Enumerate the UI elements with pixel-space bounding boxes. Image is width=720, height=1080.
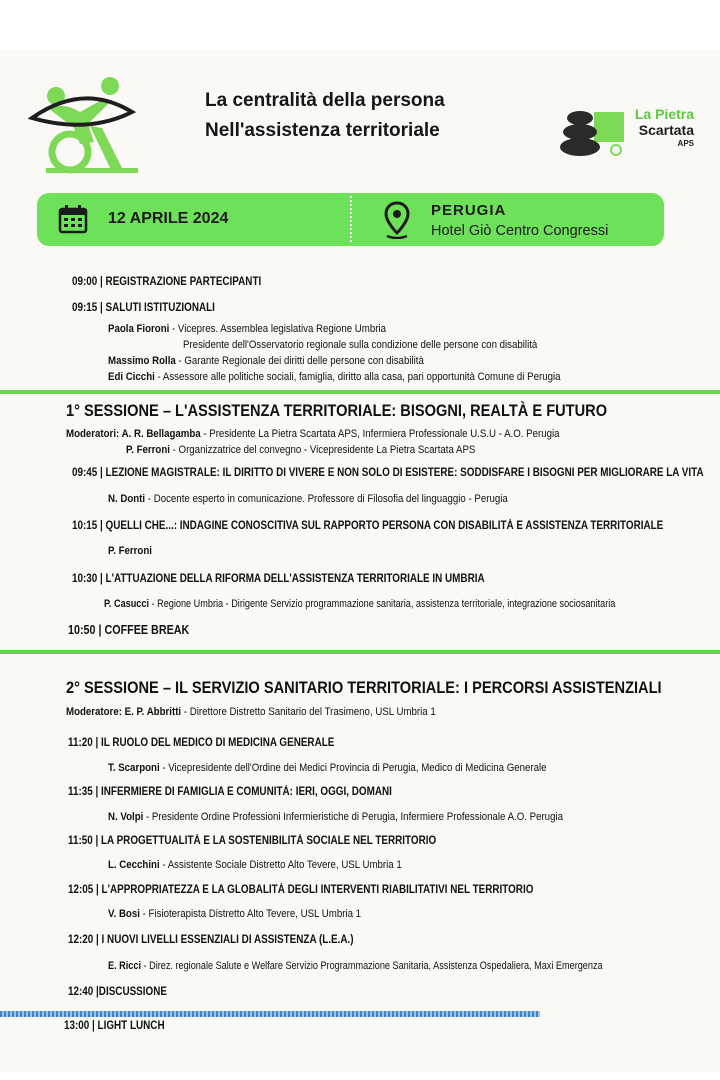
- speaker-1150: [108, 859, 402, 871]
- stones-icon: [560, 106, 624, 158]
- speaker-role: - Docente esperto in comunicazione. Professore di Filosofia del linguaggio - Perugia: [145, 493, 508, 505]
- speaker-name: L. Cecchini: [108, 859, 160, 871]
- schedule-0915-title: 09:15 | SALUTI ISTITUZIONALI: [72, 302, 215, 314]
- speaker-name: Massimo Rolla: [108, 355, 176, 367]
- session-1-moderator-a: [66, 428, 560, 440]
- schedule-1205: [68, 884, 533, 896]
- session-2-title: 2° SESSIONE – IL SERVIZIO SANITARIO TERRITORIALE: I PERCORSI ASSISTENZIALI: [66, 678, 662, 697]
- partner-logo-line3: APS: [677, 139, 694, 148]
- speaker-role: - Vicepres. Assemblea legislativa Regione Umbria: [169, 323, 386, 335]
- schedule-0945-title: 09:45 | LEZIONE MAGISTRALE: IL DIRITTO DI VIVERE E NON SOLO DI ESISTERE: SODDISFARE I BISOGNI PER MIGLIORARE LA VITA: [72, 467, 704, 479]
- speaker-name: P. Ferroni: [108, 545, 152, 557]
- schedule-1220: [68, 934, 354, 946]
- section-divider-blue: [0, 1011, 540, 1017]
- greeting-speaker-1-role2: Presidente dell'Osservatorio regionale sulla condizione delle persone con disabilità: [183, 339, 538, 351]
- speaker-role: - Regione Umbria - Dirigente Servizio programmazione sanitaria, assistenza territoriale, integrazione sociosanitaria: [149, 598, 616, 610]
- moderator-label: Moderatore:: [66, 706, 125, 718]
- schedule-1135: [68, 786, 392, 798]
- speaker-name: Paola Fioroni: [108, 323, 170, 335]
- session-1-title: 1° SESSIONE – L'ASSISTENZA TERRITORIALE: BISOGNI, REALTÀ E FUTURO: [66, 401, 608, 420]
- association-logo: [28, 72, 138, 178]
- session-1-moderator-b: [126, 444, 475, 456]
- event-date: 12 APRILE 2024: [108, 210, 229, 227]
- title-line-1: La centralità della persona: [205, 90, 445, 111]
- speaker-role: - Direz. regionale Salute e Welfare Servizio Programmazione Sanitaria, Assistenza Ospedaliera, Maxi Emergenza: [140, 960, 603, 972]
- speaker-name: N. Volpi: [108, 811, 144, 823]
- speaker-role: - Fisioterapista Distretto Alto Tevere, USL Umbria 1: [139, 908, 362, 920]
- speaker-name: P. Casucci: [104, 598, 150, 610]
- schedule-1120-title: 11:20 | IL RUOLO DEL MEDICO DI MEDICINA GENERALE: [68, 737, 335, 749]
- speaker-name: V. Bosi: [108, 908, 140, 920]
- schedule-1135-title: 11:35 | INFERMIERE DI FAMIGLIA E COMUNITÀ: IERI, OGGI, DOMANI: [68, 786, 392, 798]
- schedule-1240: [68, 986, 167, 998]
- speaker-role: - Garante Regionale dei diritti delle persone con disabilità: [175, 355, 424, 367]
- speaker-name: Edi Cicchi: [108, 371, 155, 383]
- schedule-1220-title: 12:20 | I NUOVI LIVELLI ESSENZIALI DI ASSISTENZA (L.E.A.): [68, 934, 354, 946]
- speaker-name: T. Scarponi: [108, 762, 160, 774]
- speaker-name: E. P. Abbritti: [124, 706, 182, 718]
- schedule-0945: [72, 467, 704, 479]
- schedule-1300-title: 13:00 | LIGHT LUNCH: [64, 1020, 165, 1032]
- speaker-name: N. Donti: [108, 493, 146, 505]
- speaker-1220: [108, 960, 603, 972]
- schedule-1030-title: 10:30 | L'ATTUAZIONE DELLA RIFORMA DELL'ASSISTENZA TERRITORIALE IN UMBRIA: [72, 573, 485, 585]
- section-divider: [0, 390, 720, 394]
- greeting-speaker-2: [108, 355, 424, 367]
- schedule-1150: [68, 835, 436, 847]
- speaker-role: - Assessore alle politiche sociali, famiglia, diritto alla casa, pari opportunità Comune di Perugia: [154, 371, 561, 383]
- speaker-role: - Presidente Ordine Professioni Infermieristiche di Perugia, Infermiere Professionale A.O. Perugia: [143, 811, 563, 823]
- speaker-role: - Organizzatrice del convegno - Vicepresidente La Pietra Scartata APS: [169, 444, 476, 456]
- speaker-1135: [108, 811, 563, 823]
- schedule-0915: [72, 302, 215, 314]
- moderator-label: Moderatori:: [66, 428, 122, 440]
- schedule-1150-title: 11:50 | LA PROGETTUALITÀ E LA SOSTENIBILITÀ SOCIALE NEL TERRITORIO: [68, 835, 437, 847]
- greeting-speaker-3: [108, 371, 560, 383]
- speaker-name: E. Ricci: [108, 960, 141, 972]
- event-title: [205, 86, 445, 146]
- speaker-0945: [108, 493, 508, 505]
- speaker-role: - Presidente La Pietra Scartata APS, Infermiera Professionale U.S.U - A.O. Perugia: [200, 428, 560, 440]
- speaker-role: - Vicepresidente dell'Ordine dei Medici Provincia di Perugia, Medico di Medicina Generale: [159, 762, 547, 774]
- schedule-0900: [72, 276, 261, 288]
- speaker-1015: [108, 545, 152, 557]
- speaker-role: - Direttore Distretto Sanitario del Trasimeno, USL Umbria 1: [181, 706, 436, 718]
- speaker-name: A. R. Bellagamba: [121, 428, 201, 440]
- schedule-1300: [64, 1020, 165, 1032]
- title-line-2: Nell'assistenza territoriale: [205, 120, 440, 141]
- session-2-moderator: [66, 706, 436, 718]
- schedule-1120: [68, 737, 334, 749]
- partner-logo: [560, 106, 700, 158]
- speaker-1120: [108, 762, 547, 774]
- schedule-1050-title: 10:50 | COFFEE BREAK: [68, 623, 190, 637]
- schedule-1015: [72, 520, 663, 532]
- location-pin-icon: [384, 201, 410, 239]
- speaker-1205: [108, 908, 361, 920]
- speaker-1030: [104, 598, 615, 610]
- partner-logo-line1: La Pietra: [634, 106, 694, 122]
- calendar-icon: [58, 204, 88, 234]
- schedule-1015-title: 10:15 | QUELLI CHE...: INDAGINE CONOSCITIVA SUL RAPPORTO PERSONA CON DISABILITÀ E ASSISTENZA TERRITORIALE: [72, 520, 664, 532]
- schedule-0900-title: 09:00 | REGISTRAZIONE PARTECIPANTI: [72, 276, 262, 288]
- schedule-1205-title: 12:05 | L'APPROPRIATEZZA E LA GLOBALITÀ DEGLI INTERVENTI RIABILITATIVI NEL TERRITORIO: [68, 884, 534, 896]
- speaker-role: - Assistente Sociale Distretto Alto Tevere, USL Umbria 1: [159, 859, 402, 871]
- greeting-speaker-1: [108, 323, 386, 335]
- schedule-1050: [68, 623, 189, 637]
- banner-divider: [350, 196, 352, 242]
- schedule-1240-title: 12:40 |DISCUSSIONE: [68, 986, 167, 998]
- event-venue: Hotel Giò Centro Congressi: [431, 223, 609, 239]
- schedule-1030: [72, 573, 485, 585]
- speaker-name: P. Ferroni: [126, 444, 170, 456]
- section-divider: [0, 650, 720, 654]
- partner-logo-line2: Scartata: [638, 122, 694, 138]
- event-city: PERUGIA: [431, 202, 507, 219]
